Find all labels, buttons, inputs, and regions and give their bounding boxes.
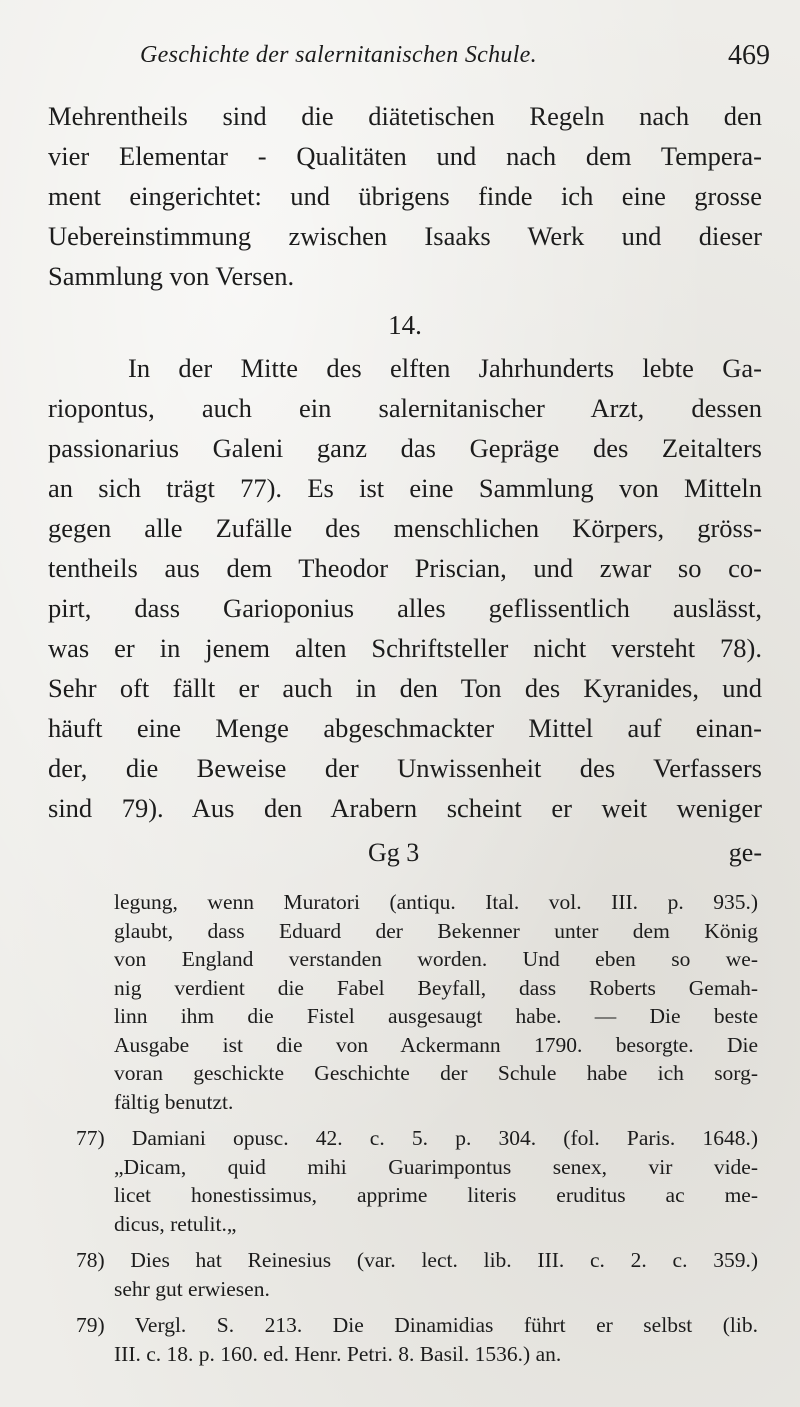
footnote-line: sehr gut erwiesen. (114, 1276, 270, 1301)
footnote-line: glaubt, dass Eduard der Bekenner unter dem König (114, 918, 758, 943)
footnote-line: dicus, retulit.„ (114, 1211, 237, 1236)
text-line: passionarius Galeni ganz das Gepräge des Zeitalters (48, 433, 762, 463)
footnote-line: von England verstanden worden. Und eben so we- (114, 947, 758, 971)
footnote-79: 79) Vergl. S. 213. Die Dinamidias führt er selbst (lib. (76, 1313, 758, 1337)
footnote-line: Ausgabe ist die von Ackermann 1790. besorgte. Die (114, 1032, 758, 1057)
footnote-line: linn ihm die Fistel ausgesaugt habe. — Die beste (114, 1004, 758, 1028)
catchword: ge- (728, 838, 762, 867)
text-line: In der Mitte des elften Jahrhunderts lebte Ga- (128, 353, 762, 383)
footnote-line: III. c. 18. p. 160. ed. Henr. Petri. 8. Basil. 1536.) an. (114, 1341, 562, 1366)
footnote-line: voran geschickte Geschichte der Schule habe ich sorg- (114, 1061, 758, 1085)
page-number: 469 (728, 40, 770, 71)
text-line: Sammlung von Versen. (48, 261, 295, 291)
footnote-line: legung, wenn Muratori (antiqu. Ital. vol. III. p. 935.) (114, 890, 758, 914)
running-title: Geschichte der salernitanischen Schule. (140, 42, 537, 68)
footnotes (76, 888, 758, 1368)
footnote-line: „Dicam, quid mihi Guarimpontus senex, vir vide- (114, 1154, 758, 1179)
footnote-line: fältig benutzt. (114, 1089, 234, 1114)
signature-line (48, 830, 762, 870)
text-line: an sich trägt 77). Es ist eine Sammlung von Mitteln (48, 473, 762, 503)
text-line: der, die Beweise der Unwissenheit des Verfassers (48, 753, 762, 783)
text-line: was er in jenem alten Schriftsteller nicht versteht 78). (48, 633, 762, 663)
text-line: gegen alle Zufälle des menschlichen Körpers, gröss- (48, 513, 762, 543)
page-header (140, 38, 770, 88)
section-number: 14. (388, 310, 422, 340)
footnote-line: licet honestissimus, apprime literis eruditus ac me- (114, 1183, 758, 1207)
signature-mark: Gg 3 (368, 838, 420, 867)
text-line: riopontus, auch ein salernitanischer Arzt, dessen (48, 393, 762, 423)
text-line: Sehr oft fällt er auch in den Ton des Kyranides, und (48, 673, 762, 703)
text-line: tentheils aus dem Theodor Priscian, und zwar so co- (48, 553, 762, 583)
text-line: Mehrentheils sind die diätetischen Regeln nach den (48, 101, 762, 131)
text-line: häuft eine Menge abgeschmackter Mittel auf einan- (48, 713, 762, 743)
text-line: ment eingerichtet: und übrigens finde ich eine grosse (48, 181, 762, 211)
footnote-78: 78) Dies hat Reinesius (var. lect. lib. III. c. 2. c. 359.) (76, 1248, 758, 1272)
footnote-line: nig verdient die Fabel Beyfall, dass Roberts Gemah- (114, 975, 758, 1000)
text-line: sind 79). Aus den Arabern scheint er weit weniger (48, 793, 762, 823)
footnote-77: 77) Damiani opusc. 42. c. 5. p. 304. (fol. Paris. 1648.) (76, 1126, 758, 1150)
text-line: vier Elementar - Qualitäten und nach dem Tempera- (48, 141, 762, 171)
text-line: pirt, dass Garioponius alles geflissentlich auslässt, (48, 593, 762, 623)
main-text (48, 96, 762, 828)
text-line: Uebereinstimmung zwischen Isaaks Werk und dieser (48, 221, 762, 251)
